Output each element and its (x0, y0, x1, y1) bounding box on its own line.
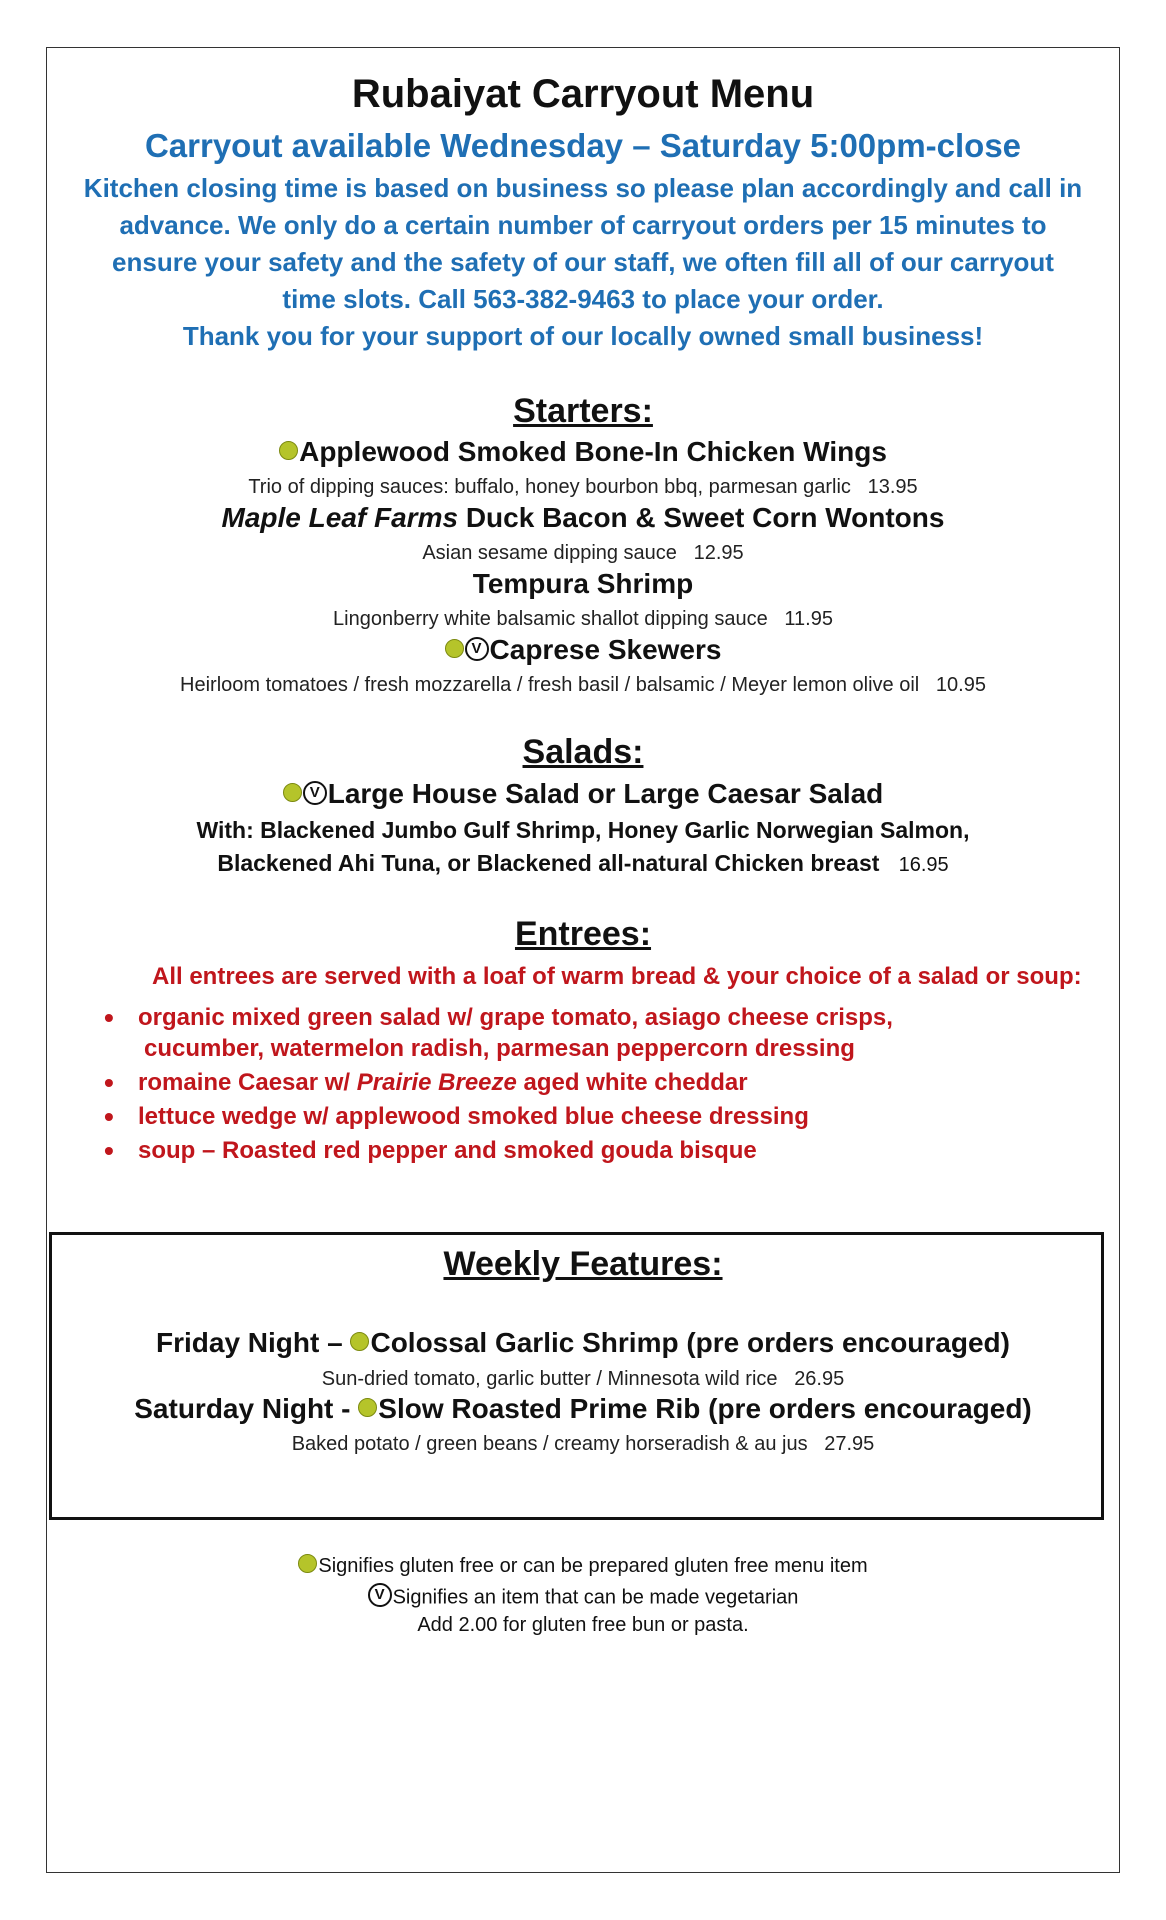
feature-desc (46, 1433, 1120, 1456)
salad-options-line: With: Blackened Jumbo Gulf Shrimp, Honey Garlic Norwegian Salmon, (196, 817, 970, 843)
starter-item (46, 436, 1120, 468)
entrees-heading: Entrees: (514, 915, 652, 953)
starters-heading: Starters: (513, 392, 653, 430)
legend-vegetarian (46, 1586, 1120, 1610)
salad-item (46, 778, 1120, 810)
gluten-free-icon (350, 1332, 369, 1351)
starter-desc-text: Heirloom tomatoes / fresh mozzarella / fresh basil / balsamic / Meyer lemon olive oil (180, 674, 920, 696)
carryout-intro (60, 170, 1106, 355)
starter-name: Caprese Skewers (489, 634, 722, 665)
starter-price: 12.95 (693, 542, 744, 564)
feature-desc (46, 1368, 1120, 1391)
feature-price: 26.95 (794, 1368, 845, 1390)
vegetarian-icon: V (368, 1583, 392, 1607)
side-choice (104, 1002, 893, 1064)
feature-desc-text: Baked potato / green beans / creamy horseradish & au jus (291, 1433, 808, 1455)
starter-item (46, 502, 1120, 534)
starter-price: 11.95 (784, 608, 833, 630)
intro-line: Thank you for your support of our locally owned small business! (182, 321, 984, 351)
gluten-free-icon (279, 441, 298, 460)
gluten-free-icon (358, 1398, 377, 1417)
starter-desc-text: Lingonberry white balsamic shallot dipping sauce (333, 608, 768, 630)
feature-name: Slow Roasted Prime Rib (pre orders encouraged) (378, 1393, 1032, 1424)
side-choice-text: aged white cheddar (516, 1069, 748, 1096)
salad-options-line (46, 850, 1120, 877)
starter-desc (46, 674, 1120, 697)
starter-item (46, 568, 1120, 600)
entrees-intro: All entrees are served with a loaf of warm bread & your choice of a salad or soup: (152, 963, 1082, 990)
feature-day: Friday Night – (156, 1327, 351, 1358)
intro-line: advance. We only do a certain number of carryout orders per 15 minutes to (119, 210, 1047, 240)
starter-desc (46, 608, 1120, 631)
weekly-features-heading: Weekly Features: (443, 1245, 723, 1283)
starter-name: Tempura Shrimp (472, 568, 694, 599)
salad-options-text: Blackened Ahi Tuna, or Blackened all-natural Chicken breast (217, 850, 880, 876)
starter-price: 13.95 (867, 476, 918, 498)
starter-name-italic: Maple Leaf Farms (221, 502, 459, 533)
vegetarian-icon: V (303, 781, 327, 805)
intro-line: time slots. Call 563-382-9463 to place your order. (282, 284, 884, 314)
legend-text: Signifies gluten free or can be prepared gluten free menu item (318, 1555, 868, 1577)
legend-text: Signifies an item that can be made vegetarian (392, 1586, 799, 1609)
gluten-free-icon (283, 783, 302, 802)
intro-line: Kitchen closing time is based on business so please plan accordingly and call in (83, 173, 1083, 203)
gluten-free-icon (298, 1554, 317, 1573)
feature-price: 27.95 (824, 1433, 875, 1455)
carryout-hours: Carryout available Wednesday – Saturday 5:00pm-close (144, 127, 1022, 164)
intro-line: ensure your safety and the safety of our staff, we often fill all of our carryout (112, 247, 1054, 277)
side-choice-text: • organic mixed green salad w/ grape tomato, asiago cheese crisps, (138, 1004, 893, 1031)
legend-note: Add 2.00 for gluten free bun or pasta. (417, 1614, 749, 1636)
starter-desc-text: Trio of dipping sauces: buffalo, honey bourbon bbq, parmesan garlic (248, 476, 851, 498)
side-choice-italic: Prairie Breeze (356, 1069, 517, 1096)
gluten-free-icon (445, 639, 464, 658)
salads-heading: Salads: (522, 733, 644, 771)
starter-desc-text: Asian sesame dipping sauce (422, 542, 677, 564)
starter-desc (46, 476, 1120, 499)
side-choice: • lettuce wedge w/ applewood smoked blue cheese dressing (104, 1101, 893, 1132)
feature-name: Colossal Garlic Shrimp (pre orders encouraged) (370, 1327, 1010, 1358)
starter-name: Duck Bacon & Sweet Corn Wontons (458, 502, 945, 533)
side-choice-text: romaine Caesar w/ (138, 1069, 357, 1096)
feature-item (46, 1393, 1120, 1425)
starter-price: 10.95 (935, 674, 986, 696)
salad-price: 16.95 (898, 854, 949, 876)
salad-name: Large House Salad or Large Caesar Salad (327, 778, 884, 809)
entree-side-choices (104, 1002, 893, 1169)
legend-gluten-free (46, 1555, 1120, 1578)
feature-day: Saturday Night - (134, 1393, 359, 1424)
side-choice-text: cucumber, watermelon radish, parmesan peppercorn dressing (144, 1035, 855, 1062)
side-choice: • soup – Roasted red pepper and smoked gouda bisque (104, 1135, 893, 1166)
starter-item (46, 634, 1120, 666)
starter-name: Applewood Smoked Bone-In Chicken Wings (299, 436, 887, 467)
vegetarian-icon: V (465, 637, 489, 661)
feature-desc-text: Sun-dried tomato, garlic butter / Minnesota wild rice (321, 1368, 778, 1390)
side-choice (104, 1067, 893, 1098)
starter-desc (46, 542, 1120, 565)
feature-item (46, 1327, 1120, 1359)
menu-title: Rubaiyat Carryout Menu (351, 72, 815, 116)
